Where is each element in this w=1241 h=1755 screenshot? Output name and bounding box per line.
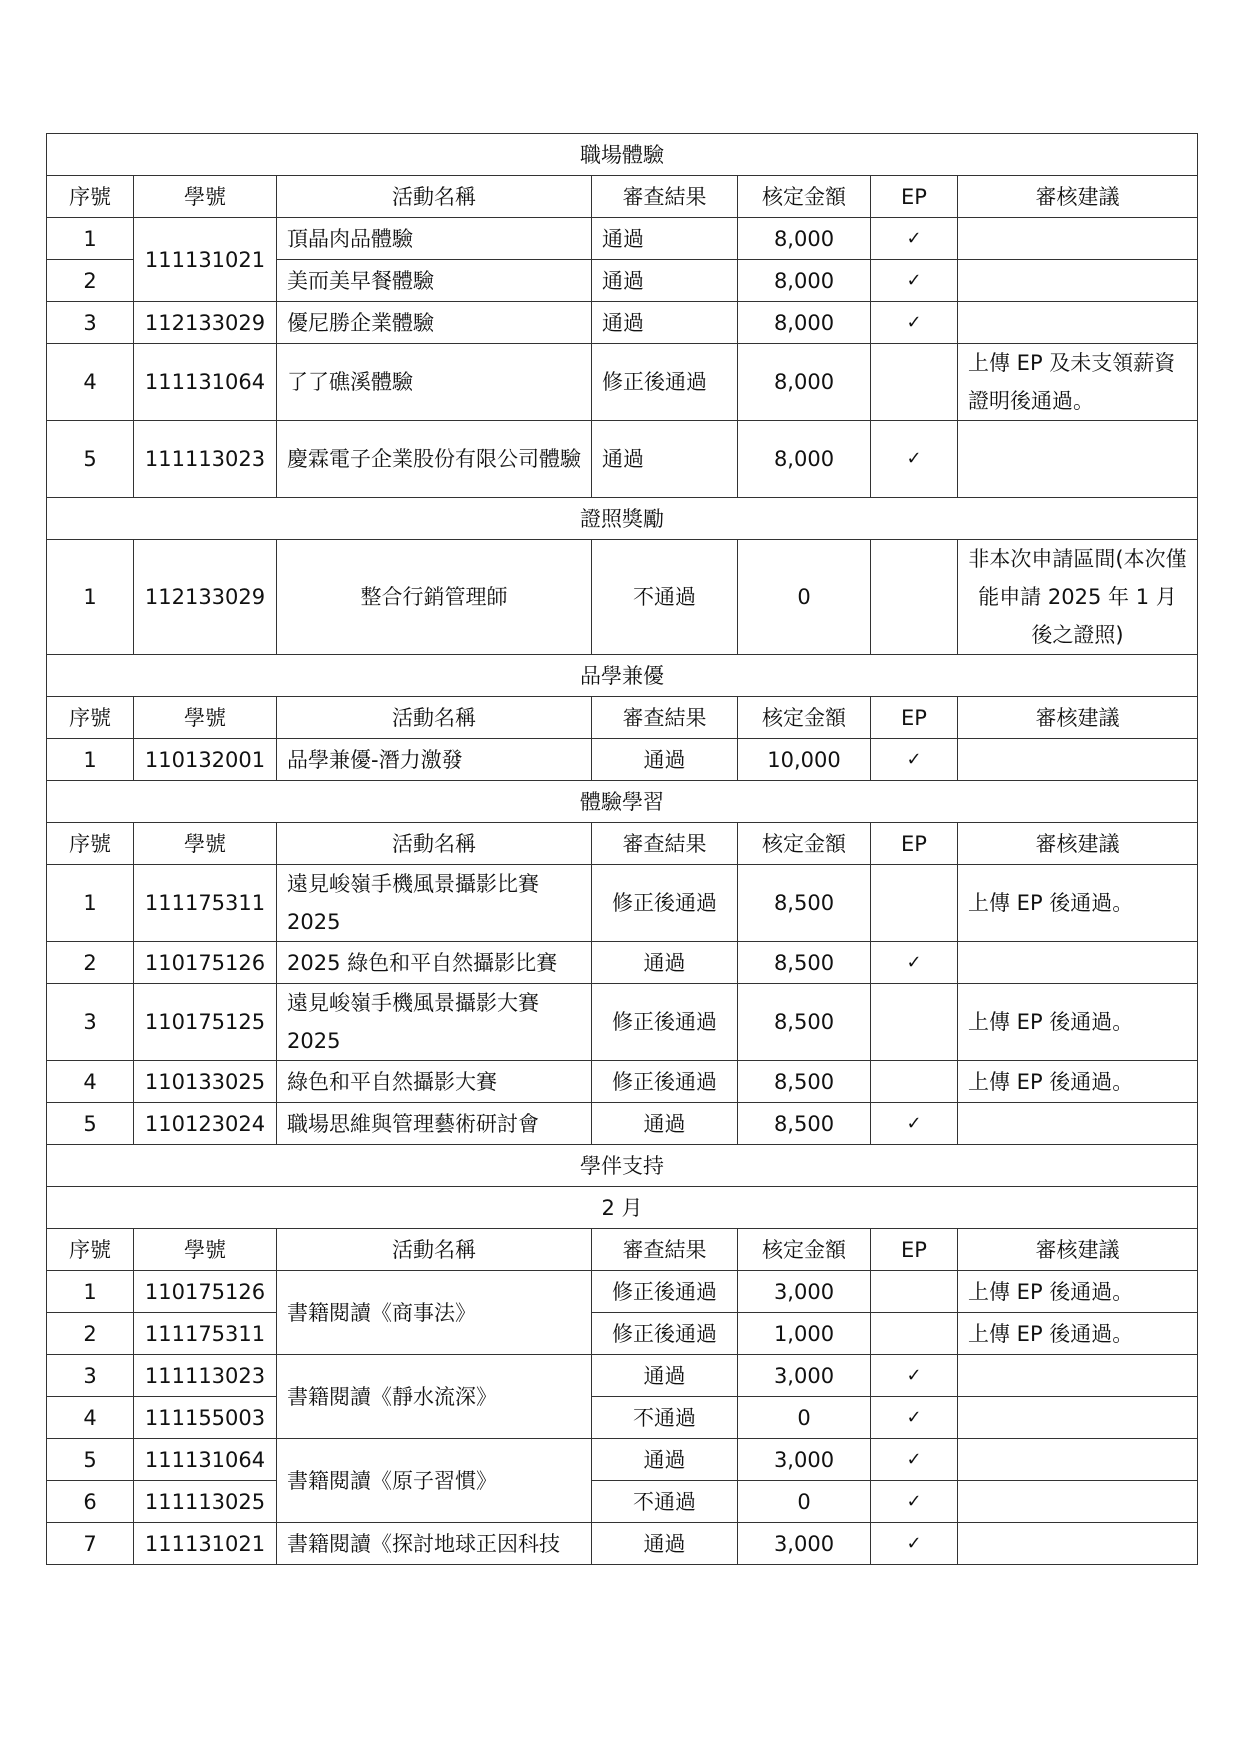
- cell-note: [958, 739, 1198, 781]
- section-row-license: [47, 498, 1198, 540]
- cell-ep-check: [871, 1061, 958, 1103]
- month-label: 2 月: [47, 1187, 1198, 1229]
- cell-note: 上傳 EP 後通過。: [958, 1061, 1198, 1103]
- cell-ep-check: ✓: [871, 942, 958, 984]
- cell-no: 2: [47, 260, 134, 302]
- cell-no: 6: [47, 1481, 134, 1523]
- cell-student-id: 111113023: [134, 421, 277, 498]
- header-amount: 核定金額: [738, 823, 871, 865]
- cell-no: 3: [47, 302, 134, 344]
- cell-note: [958, 1523, 1198, 1565]
- cell-student-id: 111113023: [134, 1355, 277, 1397]
- header-note: 審核建議: [958, 1229, 1198, 1271]
- cell-no: 5: [47, 1103, 134, 1145]
- review-table-page: [46, 133, 1197, 1565]
- cell-student-id: 110175126: [134, 1271, 277, 1313]
- cell-note: [958, 1397, 1198, 1439]
- table-row: [47, 942, 1198, 984]
- header-result: 審查結果: [592, 1229, 738, 1271]
- table-row: [47, 1103, 1198, 1145]
- cell-result: 修正後通過: [592, 344, 738, 421]
- table-row: [47, 1061, 1198, 1103]
- cell-result: 通過: [592, 942, 738, 984]
- cell-amount: 8,000: [738, 421, 871, 498]
- header-student-id: 學號: [134, 176, 277, 218]
- cell-no: 3: [47, 1355, 134, 1397]
- cell-student-id: 110175126: [134, 942, 277, 984]
- cell-ep-check: [871, 540, 958, 655]
- table-row: [47, 1271, 1198, 1313]
- header-activity: 活動名稱: [277, 176, 592, 218]
- cell-ep-check: ✓: [871, 260, 958, 302]
- cell-note: 上傳 EP 後通過。: [958, 984, 1198, 1061]
- cell-result: 通過: [592, 302, 738, 344]
- cell-no: 4: [47, 1061, 134, 1103]
- cell-activity: 遠見峻嶺手機風景攝影大賽 2025: [277, 984, 592, 1061]
- cell-note: 上傳 EP 後通過。: [958, 1313, 1198, 1355]
- cell-ep-check: [871, 865, 958, 942]
- cell-result: 通過: [592, 739, 738, 781]
- cell-amount: 3,000: [738, 1355, 871, 1397]
- cell-student-id: 111131064: [134, 344, 277, 421]
- header-amount: 核定金額: [738, 1229, 871, 1271]
- cell-note: [958, 260, 1198, 302]
- cell-result: 通過: [592, 218, 738, 260]
- cell-student-id: 111131021: [134, 1523, 277, 1565]
- cell-ep-check: [871, 1313, 958, 1355]
- cell-student-id: 110132001: [134, 739, 277, 781]
- cell-activity: 職場思維與管理藝術研討會: [277, 1103, 592, 1145]
- cell-activity: 了了礁溪體驗: [277, 344, 592, 421]
- cell-activity: 整合行銷管理師: [277, 540, 592, 655]
- header-note: 審核建議: [958, 697, 1198, 739]
- cell-result: 不通過: [592, 1481, 738, 1523]
- header-no: 序號: [47, 823, 134, 865]
- cell-ep-check: ✓: [871, 1523, 958, 1565]
- cell-note: 上傳 EP 後通過。: [958, 1271, 1198, 1313]
- cell-amount: 0: [738, 1481, 871, 1523]
- cell-activity: 書籍閱讀《原子習慣》: [277, 1439, 592, 1523]
- cell-result: 修正後通過: [592, 1313, 738, 1355]
- header-note: 審核建議: [958, 823, 1198, 865]
- header-student-id: 學號: [134, 697, 277, 739]
- section-row-workplace: [47, 134, 1198, 176]
- cell-result: 通過: [592, 1523, 738, 1565]
- cell-note: [958, 1481, 1198, 1523]
- header-amount: 核定金額: [738, 176, 871, 218]
- table-row: [47, 1397, 1198, 1439]
- cell-student-id: 111175311: [134, 1313, 277, 1355]
- header-row: [47, 823, 1198, 865]
- header-row: [47, 176, 1198, 218]
- cell-activity: 優尼勝企業體驗: [277, 302, 592, 344]
- cell-amount: 1,000: [738, 1313, 871, 1355]
- cell-result: 通過: [592, 1355, 738, 1397]
- table-row: [47, 540, 1198, 655]
- header-result: 審查結果: [592, 176, 738, 218]
- header-ep: EP: [871, 823, 958, 865]
- cell-note: 非本次申請區間(本次僅能申請 2025 年 1 月後之證照): [958, 540, 1198, 655]
- section-title-merit: 品學兼優: [47, 655, 1198, 697]
- header-activity: 活動名稱: [277, 697, 592, 739]
- cell-result: 修正後通過: [592, 1271, 738, 1313]
- section-row-experience: [47, 781, 1198, 823]
- cell-amount: 8,500: [738, 942, 871, 984]
- cell-activity: 美而美早餐體驗: [277, 260, 592, 302]
- cell-student-id: 111131021: [134, 218, 277, 302]
- cell-student-id: 111131064: [134, 1439, 277, 1481]
- cell-student-id: 111175311: [134, 865, 277, 942]
- cell-result: 不通過: [592, 540, 738, 655]
- cell-amount: 8,000: [738, 344, 871, 421]
- cell-ep-check: ✓: [871, 739, 958, 781]
- cell-no: 1: [47, 739, 134, 781]
- table-row: [47, 1523, 1198, 1565]
- cell-ep-check: [871, 1271, 958, 1313]
- cell-result: 修正後通過: [592, 1061, 738, 1103]
- header-row: [47, 1229, 1198, 1271]
- cell-amount: 0: [738, 1397, 871, 1439]
- cell-no: 1: [47, 218, 134, 260]
- cell-no: 5: [47, 421, 134, 498]
- cell-result: 通過: [592, 421, 738, 498]
- table-row: [47, 984, 1198, 1061]
- cell-no: 2: [47, 1313, 134, 1355]
- cell-activity: 慶霖電子企業股份有限公司體驗: [277, 421, 592, 498]
- section-row-companion: [47, 1145, 1198, 1187]
- section-title-license: 證照獎勵: [47, 498, 1198, 540]
- header-ep: EP: [871, 176, 958, 218]
- cell-result: 修正後通過: [592, 984, 738, 1061]
- cell-amount: 8,500: [738, 984, 871, 1061]
- section-title-workplace: 職場體驗: [47, 134, 1198, 176]
- cell-result: 不通過: [592, 1397, 738, 1439]
- cell-no: 1: [47, 540, 134, 655]
- cell-no: 5: [47, 1439, 134, 1481]
- cell-note: [958, 218, 1198, 260]
- cell-amount: 8,500: [738, 1061, 871, 1103]
- cell-amount: 0: [738, 540, 871, 655]
- cell-note: [958, 1439, 1198, 1481]
- header-student-id: 學號: [134, 1229, 277, 1271]
- cell-activity: 綠色和平自然攝影大賽: [277, 1061, 592, 1103]
- cell-amount: 8,500: [738, 865, 871, 942]
- header-no: 序號: [47, 697, 134, 739]
- header-ep: EP: [871, 697, 958, 739]
- cell-student-id: 110133025: [134, 1061, 277, 1103]
- cell-student-id: 111113025: [134, 1481, 277, 1523]
- review-results-table: [46, 133, 1198, 1565]
- table-row: [47, 344, 1198, 421]
- cell-amount: 8,000: [738, 302, 871, 344]
- cell-ep-check: ✓: [871, 1439, 958, 1481]
- cell-no: 2: [47, 942, 134, 984]
- cell-ep-check: ✓: [871, 421, 958, 498]
- cell-amount: 8,500: [738, 1103, 871, 1145]
- header-no: 序號: [47, 176, 134, 218]
- cell-activity: 頂晶肉品體驗: [277, 218, 592, 260]
- cell-note: [958, 942, 1198, 984]
- cell-student-id: 111155003: [134, 1397, 277, 1439]
- cell-student-id: 110123024: [134, 1103, 277, 1145]
- header-row: [47, 697, 1198, 739]
- cell-ep-check: [871, 344, 958, 421]
- cell-student-id: 112133029: [134, 302, 277, 344]
- section-title-companion: 學伴支持: [47, 1145, 1198, 1187]
- section-title-experience: 體驗學習: [47, 781, 1198, 823]
- cell-ep-check: ✓: [871, 1397, 958, 1439]
- cell-result: 通過: [592, 1439, 738, 1481]
- cell-activity: 書籍閱讀《商事法》: [277, 1271, 592, 1355]
- cell-result: 修正後通過: [592, 865, 738, 942]
- cell-amount: 3,000: [738, 1439, 871, 1481]
- cell-ep-check: ✓: [871, 302, 958, 344]
- cell-amount: 8,000: [738, 260, 871, 302]
- month-row: [47, 1187, 1198, 1229]
- cell-ep-check: ✓: [871, 1103, 958, 1145]
- cell-note: [958, 302, 1198, 344]
- cell-amount: 3,000: [738, 1523, 871, 1565]
- cell-no: 7: [47, 1523, 134, 1565]
- cell-student-id: 112133029: [134, 540, 277, 655]
- header-activity: 活動名稱: [277, 1229, 592, 1271]
- section-row-merit: [47, 655, 1198, 697]
- table-row: [47, 218, 1198, 260]
- cell-no: 4: [47, 1397, 134, 1439]
- cell-result: 通過: [592, 260, 738, 302]
- table-row: [47, 865, 1198, 942]
- cell-activity: 品學兼優-潛力激發: [277, 739, 592, 781]
- cell-activity: 2025 綠色和平自然攝影比賽: [277, 942, 592, 984]
- cell-result: 通過: [592, 1103, 738, 1145]
- cell-activity: 遠見峻嶺手機風景攝影比賽 2025: [277, 865, 592, 942]
- cell-student-id: 110175125: [134, 984, 277, 1061]
- header-result: 審查結果: [592, 697, 738, 739]
- cell-note: 上傳 EP 後通過。: [958, 865, 1198, 942]
- header-ep: EP: [871, 1229, 958, 1271]
- header-result: 審查結果: [592, 823, 738, 865]
- cell-amount: 10,000: [738, 739, 871, 781]
- cell-ep-check: [871, 984, 958, 1061]
- cell-note: 上傳 EP 及未支領薪資證明後通過。: [958, 344, 1198, 421]
- cell-activity: 書籍閱讀《探討地球正因科技: [277, 1523, 592, 1565]
- table-row: [47, 302, 1198, 344]
- header-note: 審核建議: [958, 176, 1198, 218]
- cell-no: 4: [47, 344, 134, 421]
- table-row: [47, 421, 1198, 498]
- cell-amount: 3,000: [738, 1271, 871, 1313]
- table-row: [47, 739, 1198, 781]
- cell-note: [958, 1103, 1198, 1145]
- cell-ep-check: ✓: [871, 218, 958, 260]
- cell-no: 1: [47, 1271, 134, 1313]
- cell-activity: 書籍閱讀《靜水流深》: [277, 1355, 592, 1439]
- cell-no: 3: [47, 984, 134, 1061]
- cell-ep-check: ✓: [871, 1355, 958, 1397]
- cell-amount: 8,000: [738, 218, 871, 260]
- table-row: [47, 1313, 1198, 1355]
- cell-no: 1: [47, 865, 134, 942]
- cell-note: [958, 1355, 1198, 1397]
- header-no: 序號: [47, 1229, 134, 1271]
- table-row: [47, 1355, 1198, 1397]
- header-amount: 核定金額: [738, 697, 871, 739]
- cell-ep-check: ✓: [871, 1481, 958, 1523]
- header-activity: 活動名稱: [277, 823, 592, 865]
- table-row: [47, 1439, 1198, 1481]
- table-row: [47, 1481, 1198, 1523]
- cell-note: [958, 421, 1198, 498]
- header-student-id: 學號: [134, 823, 277, 865]
